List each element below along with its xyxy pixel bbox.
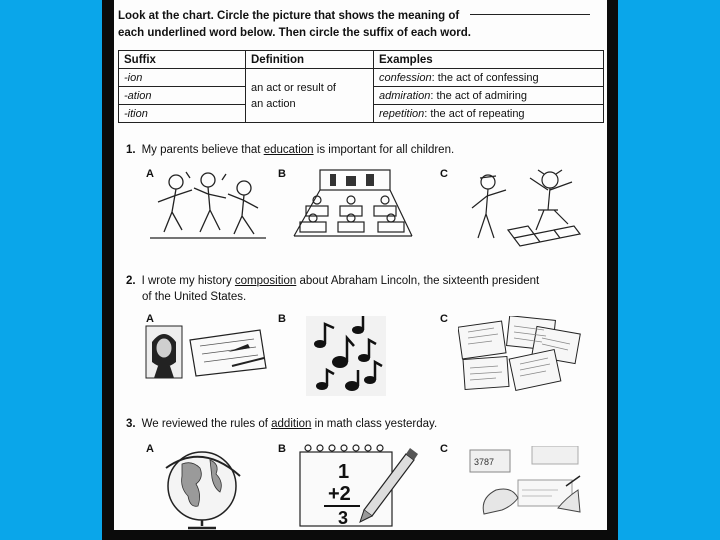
question-number: 1. — [126, 144, 136, 156]
example-meaning: : the act of admiring — [430, 89, 527, 102]
question-text-continued: of the United States. — [142, 291, 247, 303]
question-1 — [126, 142, 596, 158]
math-plus-2: +2 — [328, 483, 351, 505]
music-notes-picture[interactable] — [306, 316, 386, 396]
name-line — [470, 14, 590, 15]
hand-writing-card-picture[interactable] — [462, 446, 582, 516]
globe-picture[interactable] — [158, 446, 250, 530]
header-suffix: Suffix — [119, 51, 246, 69]
suffix-cell: -ition — [119, 105, 246, 123]
instructions — [118, 8, 478, 42]
option-a-label[interactable]: A — [146, 313, 154, 325]
example-meaning: : the act of confessing — [431, 71, 539, 84]
postcards-picture[interactable] — [458, 316, 582, 392]
suffix-cell: -ation — [119, 87, 246, 105]
example-word: repetition — [379, 107, 425, 120]
definition-cell — [246, 69, 374, 123]
suffix-chart — [118, 50, 604, 123]
fighting-kids-picture[interactable] — [146, 168, 270, 242]
question-text-before: My parents believe that — [141, 144, 264, 156]
option-c-label[interactable]: C — [440, 443, 448, 455]
option-a-label[interactable]: A — [146, 168, 154, 180]
question-3 — [126, 416, 596, 432]
instructions-line-2: each underlined word below. Then circle the suffix of each word. — [118, 27, 471, 39]
underlined-word[interactable]: addition — [271, 418, 312, 430]
example-cell — [374, 105, 604, 123]
question-2 — [126, 273, 596, 305]
worksheet — [114, 0, 607, 530]
header-definition: Definition — [246, 51, 374, 69]
underlined-word[interactable]: education — [263, 144, 314, 156]
suffix-cell: -ion — [119, 69, 246, 87]
question-text-after: in math class yesterday. — [311, 418, 438, 430]
table-row — [119, 69, 604, 87]
question-text-before: We reviewed the rules of — [141, 418, 272, 430]
kids-playing-hopscotch-picture[interactable] — [458, 168, 592, 252]
example-meaning: : the act of repeating — [424, 107, 525, 120]
lincoln-writing-picture[interactable] — [144, 322, 268, 380]
example-cell — [374, 69, 604, 87]
option-c-label[interactable]: C — [440, 168, 448, 180]
underlined-word[interactable]: composition — [234, 275, 297, 287]
option-c-label[interactable]: C — [440, 313, 448, 325]
question-number: 2. — [126, 275, 136, 287]
definition-line-1: an act or result of — [251, 81, 336, 94]
option-b-label[interactable]: B — [278, 313, 286, 325]
option-b-label[interactable]: B — [278, 168, 286, 180]
math-digit-3: 3 — [338, 508, 349, 528]
question-text-after: about Abraham Lincoln, the sixteenth president — [296, 275, 540, 287]
math-notebook-picture[interactable] — [294, 440, 418, 530]
question-text-after: is important for all children. — [313, 144, 455, 156]
example-word: confession — [379, 71, 432, 84]
question-text-before: I wrote my history — [141, 275, 235, 287]
question-number: 3. — [126, 418, 136, 430]
example-word: admiration — [379, 89, 431, 102]
instructions-line-1: Look at the chart. Circle the picture that shows the meaning of — [118, 10, 460, 22]
classroom-picture[interactable] — [290, 166, 414, 244]
card-number: 3787 — [474, 457, 495, 467]
option-a-label[interactable]: A — [146, 443, 154, 455]
option-b-label[interactable]: B — [278, 443, 286, 455]
math-digit-1: 1 — [338, 461, 350, 483]
definition-line-2: an action — [251, 97, 296, 110]
example-cell — [374, 87, 604, 105]
header-examples: Examples — [374, 51, 604, 69]
